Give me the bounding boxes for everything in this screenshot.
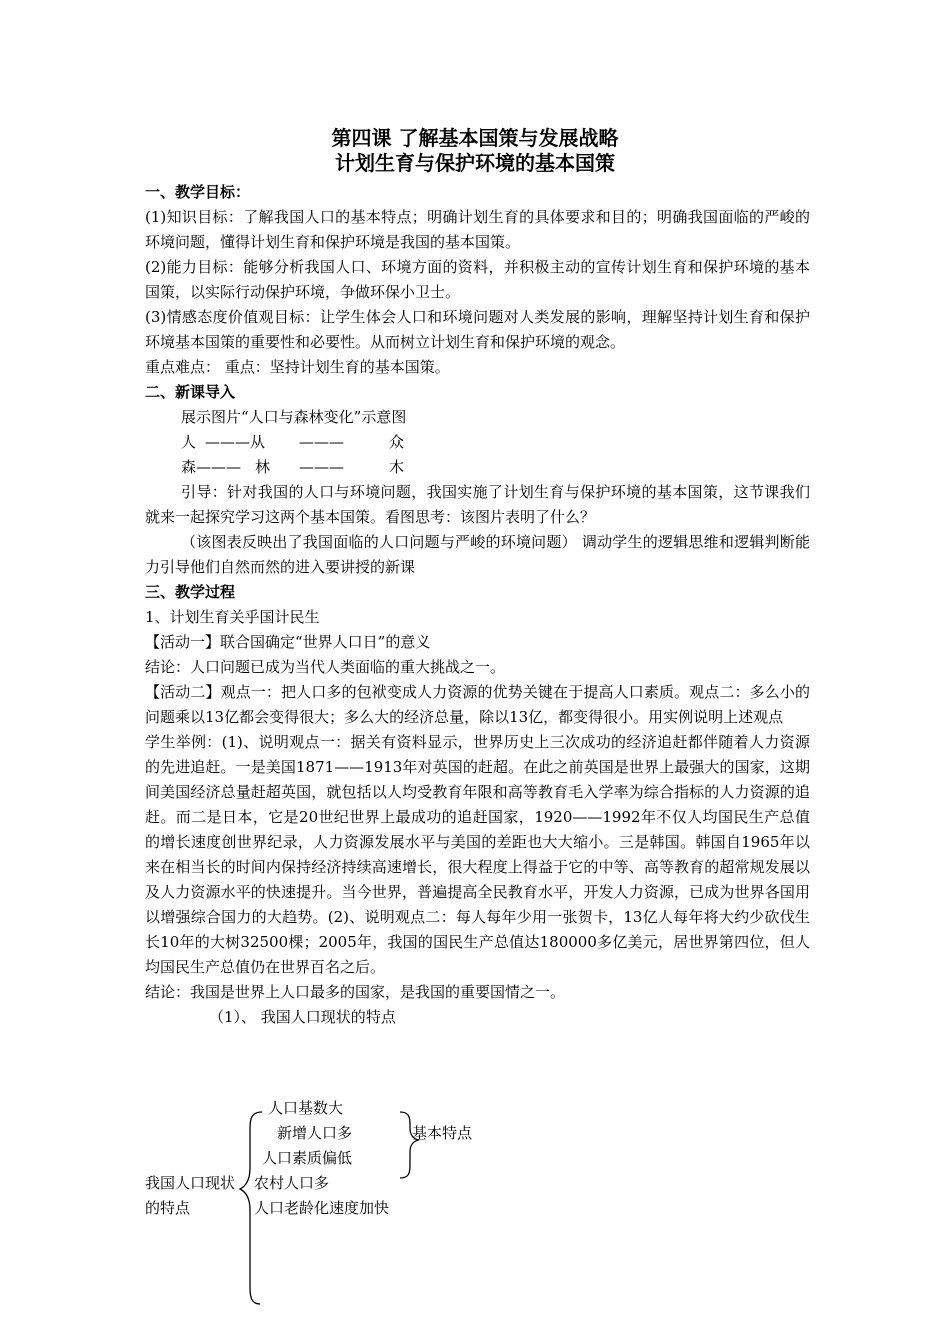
diagram-root-line2: 的特点 <box>145 1199 191 1217</box>
conclusion-one: 结论：人口问题已成为当代人类面临的重大挑战之一。 <box>145 658 506 676</box>
diagram-item-base: 人口基数大 <box>268 1099 344 1117</box>
objective-knowledge: (1)知识目标：了解我国人口的基本特点；明确计划生育的具体要求和目的；明确我国面临的严峻的环境问题，懂得计划生育和保护环境是我国的基本国策。 <box>145 208 810 251</box>
population-features-heading: （1）、 我国人口现状的特点 <box>209 1008 396 1026</box>
section-heading-intro: 二、新课导入 <box>145 383 236 401</box>
forest-dash: ——— <box>299 458 344 476</box>
intro-note: （该图表反映出了我国面临的人口问题与严峻的环境问题） 调动学生的逻辑思维和逻辑判断能力引导他们自然而然的进入要讲授的新课 <box>145 533 810 576</box>
lesson-title: 第四课 了解基本国策与发展战略 <box>331 126 619 150</box>
conclusion-two: 结论：我国是世界上人口最多的国家，是我国的重要国情之一。 <box>145 983 566 1001</box>
population-char-3: 众 <box>389 433 405 451</box>
forest-char-3: 木 <box>389 458 405 476</box>
forest-char-2: 林 <box>255 458 271 476</box>
diagram-group-label: 基本特点 <box>412 1124 473 1142</box>
diagram-item-new: 新增人口多 <box>277 1124 353 1142</box>
population-char-2: ———从 <box>205 433 266 451</box>
diagram-item-rural: 农村人口多 <box>254 1174 330 1192</box>
lesson-subtitle: 计划生育与保护环境的基本国策 <box>335 151 615 175</box>
intro-show-picture: 展示图片“人口与森林变化”示意图 <box>181 408 407 426</box>
activity-one: 【活动一】联合国确定“世界人口日”的意义 <box>145 633 431 651</box>
process-item-1: 1、计划生育关乎国计民生 <box>145 608 320 626</box>
diagram-item-aging: 人口老龄化速度加快 <box>254 1199 390 1217</box>
activity-two: 【活动二】观点一：把人口多的包袱变成人力资源的优势关键在于提高人口素质。观点二：多么小的问题乘以13亿都会变得很大；多么大的经济总量，除以13亿，都变得很小。用实例说明上述观点 <box>145 683 810 726</box>
diagram-root-line1: 我国人口现状 <box>145 1174 236 1192</box>
objective-attitude: (3)情感态度价值观目标：让学生体会人口和环境问题对人类发展的影响，理解坚持计划生育和保护环境基本国策的重要性和必要性。从而树立计划生育和保护环境的观念。 <box>145 308 810 351</box>
section-heading-process: 三、教学过程 <box>145 583 236 601</box>
section-heading-objectives: 一、教学目标： <box>145 183 251 201</box>
forest-char-1: 森——— <box>181 458 242 476</box>
objective-ability: (2)能力目标：能够分析我国人口、环境方面的资料，并积极主动的宣传计划生育和保护环境的基本国策，以实际行动保护环境，争做环保小卫士。 <box>145 258 810 301</box>
population-dash: ——— <box>299 433 344 451</box>
population-char-1: 人 <box>181 433 197 451</box>
key-points: 重点难点： 重点：坚持计划生育的基本国策。 <box>145 358 450 376</box>
diagram-item-quality: 人口素质偏低 <box>262 1149 353 1167</box>
intro-guide: 引导：针对我国的人口与环境问题，我国实施了计划生育与保护环境的基本国策，这节课我们就来一起探究学习这两个基本国策。看图思考：该图片表明了什么？ <box>145 483 810 526</box>
student-examples: 学生举例：(1)、说明观点一：据关有资料显示，世界历史上三次成功的经济追赶都伴随着人力资源的先进追赶。一是美国1871——1913年对英国的赶超。在此之前英国是世界上最强大的国家，这期间美国经济总量赶超英国，就包括以人均受教育年限和高等教育毛入学率为综合指标的人力资源的追赶。而二是日本，它是20世纪世界上最成功的追赶国家，1920——1992年不仅人均国民生产总值的增长速度创世界纪录，人力资源发展水平与美国的差距也大大缩小。三是韩国。韩国自1965年以来在相当长的时间内保持经济持续高速增长，很大程度上得益于它的中等、高等教育的超常规发展以及人力资源水平的快速提升。当今世界，普遍提高全民教育水平，开发人力资源，已成为世界各国用以增强综合国力的大趋势。(2)、说明观点二：每人每年少用一张贺卡，13亿人每年将大约少砍伐生长10年的大树32500棵；2005年，我国的国民生产总值达180000多亿美元，居世界第四位，但人均国民生产总值仍在世界百名之后。 <box>145 733 810 976</box>
